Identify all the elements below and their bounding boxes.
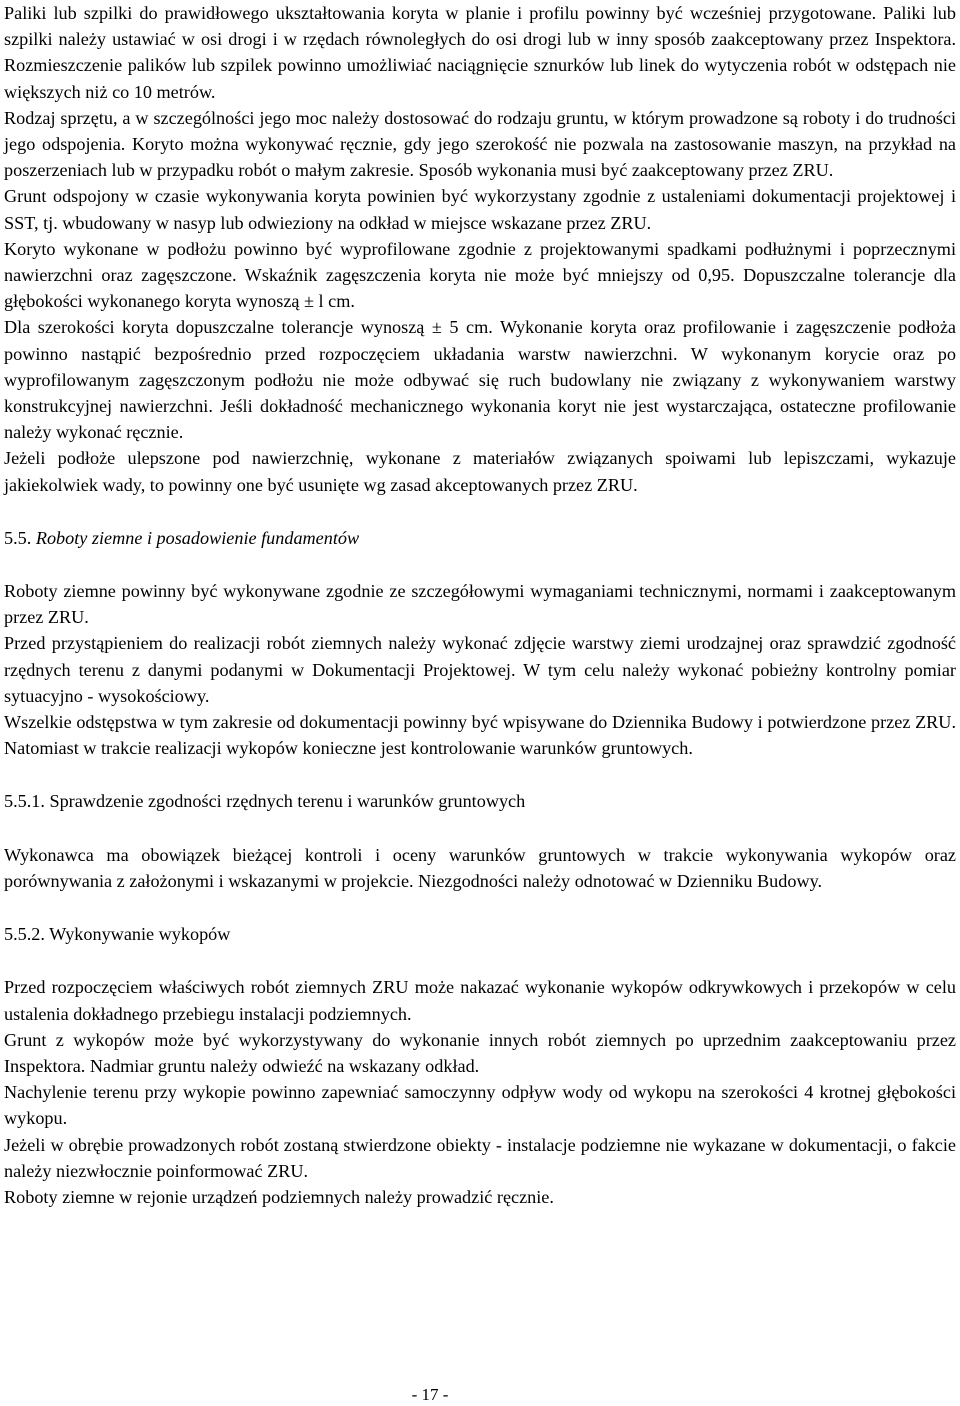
section-number: 5.5. [4, 527, 32, 548]
section-heading-5-5-2: 5.5.2. Wykonywanie wykopów [4, 924, 231, 945]
paragraph: Jeżeli podłoże ulepszone pod nawierzchnię, wykonane z materiałów związanych spoiwami lub lepiszczami, wykazuje jakiekolwiek wady, to powinny one być usunięte wg zasad akceptowanych przez ZRU. [4, 448, 956, 495]
paragraph: Wszelkie odstępstwa w tym zakresie od dokumentacji powinny być wpisywane do Dziennika Budowy i potwierdzone przez ZRU. Natomiast w trakcie realizacji wykopów konieczne jest kontrolowanie warunków gruntowych. [4, 712, 956, 759]
paragraph: Przed rozpoczęciem właściwych robót ziemnych ZRU może nakazać wykonanie wykopów odkrywkowych i przekopów w celu ustalenia dokładnego przebiegu instalacji podziemnych. [4, 977, 956, 1024]
paragraph: Roboty ziemne powinny być wykonywane zgodnie ze szczegółowymi wymaganiami technicznymi, normami i zaakceptowanym przez ZRU. [4, 581, 956, 628]
section-title: Roboty ziemne i posadowienie fundamentów [35, 527, 360, 548]
paragraph: Wykonawca ma obowiązek bieżącej kontroli i oceny warunków gruntowych w trakcie wykonywania wykopów oraz porównywania z założonymi i wskazanymi w projekcie. Niezgodności należy odnotować w Dzienniku Budowy. [4, 844, 956, 891]
page-number: - 17 - [411, 1385, 449, 1404]
paragraph: Paliki lub szpilki do prawidłowego ukształtowania koryta w planie i profilu powinny być wcześniej przygotowane. Paliki lub szpilki należy ustawiać w osi drogi i w rzędach równoległych do osi drogi lub w inny sposób zaakceptowany przez Inspektora. Rozmieszczenie palików lub szpilek powinno umożliwiać naciągnięcie sznurków lub linek do wytyczenia robót w odstępach nie większych niż co 10 metrów. [4, 3, 956, 102]
spacer [4, 894, 956, 921]
paragraph: Nachylenie terenu przy wykopie powinno zapewniać samoczynny odpływ wody od wykopu na szerokości 4 krotnej głębokości wykopu. [4, 1082, 956, 1129]
paragraph: Dla szerokości koryta dopuszczalne tolerancje wynoszą ± 5 cm. Wykonanie koryta oraz profilowanie i zagęszczenie podłoża powinno nastąpić bezpośrednio przed rozpoczęciem układania warstw nawierzchni. W wykonanym korycie oraz po wyprofilowanym zagęszczonym podłożu nie może odbywać się ruch budowlany nie związany z wykonywaniem warstwy konstrukcyjnej nawierzchni. Jeśli dokładność mechanicznego wykonania koryt nie jest wystarczająca, ostateczne profilowanie należy wykonać ręcznie. [4, 317, 956, 443]
paragraph: Grunt z wykopów może być wykorzystywany do wykonanie innych robót ziemnych po uprzednim zaakceptowaniu przez Inspektora. Nadmiar gruntu należy odwieźć na wskazany odkład. [4, 1029, 956, 1076]
paragraph: Roboty ziemne w rejonie urządzeń podziemnych należy prowadzić ręcznie. [4, 1186, 554, 1207]
paragraph: Grunt odspojony w czasie wykonywania koryta powinien być wykorzystany zgodnie z ustaleniami dokumentacji projektowej i SST, tj. wbudowany w nasyp lub odwieziony na odkład w miejsce wskazane przez ZRU. [4, 186, 956, 233]
paragraph: Rodzaj sprzętu, a w szczególności jego moc należy dostosować do rodzaju gruntu, w którym prowadzone są roboty i do trudności jego odspojenia. Koryto można wykonywać ręcznie, gdy jego szerokość nie pozwala na zastosowanie maszyn, na przykład na poszerzeniach lub w przypadku robót o małym zakresie. Sposób wykonania musi być zaakceptowany przez ZRU. [4, 107, 956, 181]
spacer [4, 761, 956, 788]
spacer [4, 551, 956, 578]
spacer [4, 947, 956, 974]
document-page [4, 0, 956, 1210]
section-heading-5-5 [4, 525, 956, 551]
spacer [4, 815, 956, 842]
paragraph: Przed przystąpieniem do realizacji robót ziemnych należy wykonać zdjęcie warstwy ziemi urodzajnej oraz sprawdzić zgodność rzędnych terenu z danymi podanymi w Dokumentacji Projektowej. W tym celu należy wykonać pobieżny kontrolny pomiar sytuacyjno - wysokościowy. [4, 633, 956, 706]
spacer [4, 498, 956, 525]
section-heading-5-5-1: 5.5.1. Sprawdzenie zgodności rzędnych terenu i warunków gruntowych [4, 791, 526, 812]
paragraph: Koryto wykonane w podłożu powinno być wyprofilowane zgodnie z projektowanymi spadkami podłużnymi i poprzecznymi nawierzchni oraz zagęszczone. Wskaźnik zagęszczenia koryta nie może być mniejszy od 0,95. Dopuszczalne tolerancje dla głębokości wykonanego koryta wynoszą ± l cm. [4, 238, 956, 312]
paragraph: Jeżeli w obrębie prowadzonych robót zostaną stwierdzone obiekty - instalacje podziemne nie wykazane w dokumentacji, o fakcie należy niezwłocznie poinformować ZRU. [4, 1134, 956, 1181]
